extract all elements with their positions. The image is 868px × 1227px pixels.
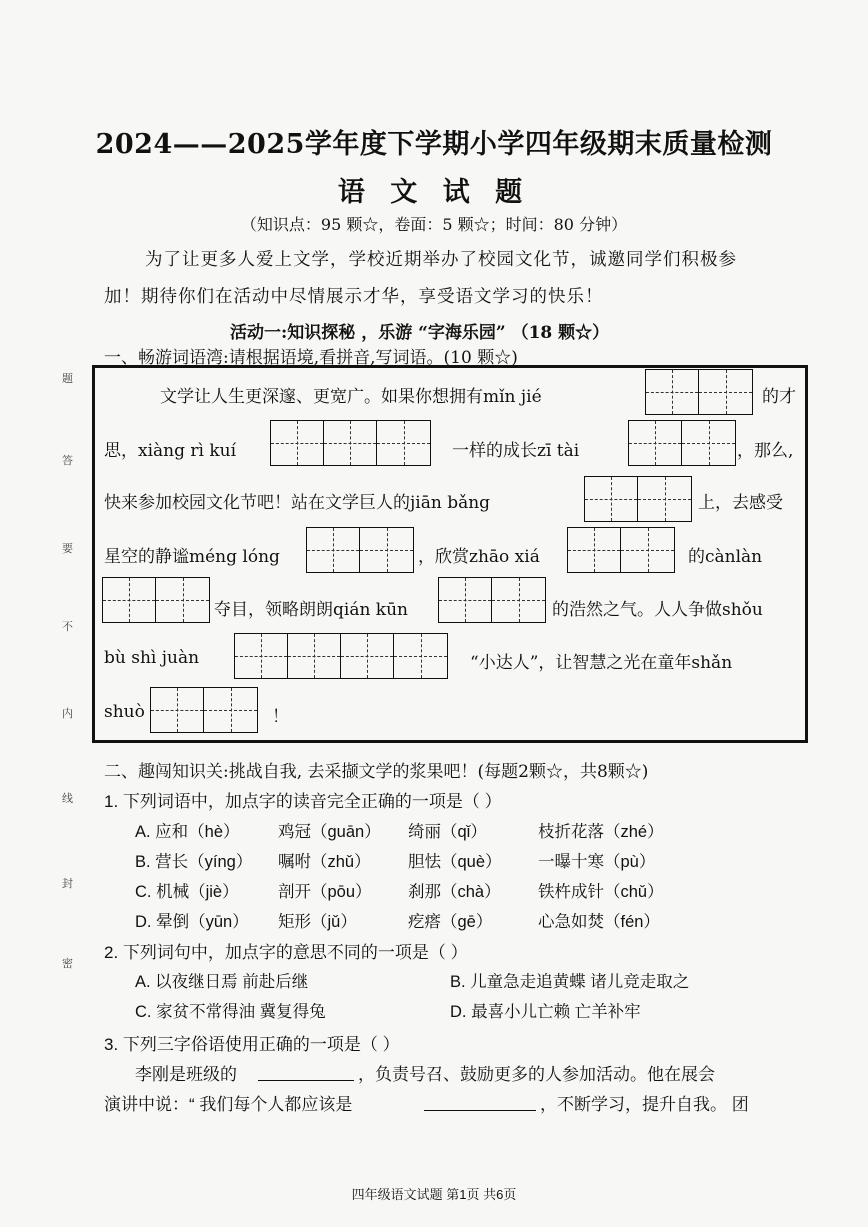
q1-option: 枝折花落（zhé） (538, 823, 664, 841)
subject-title: 语 文 试 题 (337, 177, 531, 208)
q1-option: 胆怯（què） (408, 853, 502, 871)
passage-text: ，欣赏zhāo xiá (418, 547, 540, 567)
q3-text: 演讲中说：“ 我们每个人都应该是 (104, 1095, 353, 1114)
question-1-stem: 1. 下列词语中，加点字的读音完全正确的一项是（ ） (104, 792, 502, 811)
passage-text: bù shì juàn (104, 648, 200, 668)
answer-grid[interactable] (628, 420, 736, 466)
margin-char: 不 (62, 620, 73, 633)
margin-char: 内 (62, 707, 73, 720)
q1-option: 心急如焚（fén） (538, 913, 660, 931)
passage-text: “小达人”，让智慧之光在童年shǎn (470, 653, 733, 673)
q1-option[interactable]: B. 营长（yíng） (135, 853, 253, 871)
q3-text: ，负责号召、鼓励更多的人参加活动。他在展会 (358, 1065, 715, 1084)
passage-text: 的浩然之气。人人争做shǒu (552, 600, 763, 620)
intro-line-1: 为了让更多人爱上文学，学校近期举办了校园文化节，诚邀同学们积极参 (145, 250, 737, 270)
question-3-stem: 3. 下列三字俗语使用正确的一项是（ ） (104, 1035, 400, 1054)
question-2-stem: 2. 下列词句中，加点字的意思不同的一项是（ ） (104, 943, 468, 962)
passage-text: 的cànlàn (688, 547, 763, 567)
q1-option: 鸡冠（guān） (278, 823, 381, 841)
q1-option: 矩形（jǔ） (278, 913, 357, 931)
exam-title: 2024——2025学年度下学期小学四年级期末质量检测 (95, 129, 773, 160)
answer-grid[interactable] (150, 687, 258, 733)
activity-heading: 活动一:知识探秘 ，乐游 “字海乐园” （18 颗☆） (230, 323, 610, 343)
answer-grid[interactable] (270, 420, 431, 466)
answer-grid[interactable] (102, 577, 210, 623)
q1-option: 疙瘩（gē） (408, 913, 493, 931)
q1-option[interactable]: C. 机械（jiè） (135, 883, 239, 901)
passage-text: 快来参加校园文化节吧！站在文学巨人的jiān bǎng (104, 493, 491, 513)
q1-option: 嘱咐（zhǔ） (278, 853, 371, 871)
q1-option: 一曝十寒（pù） (538, 853, 656, 871)
q1-option: 剖开（pōu） (278, 883, 372, 901)
section-2-title: 二、趣闯知识关:挑战自我, 去采撷文学的浆果吧！(每题2颗☆，共8颗☆) (104, 762, 649, 782)
section-1-title: 一、畅游词语湾:请根据语境,看拼音,写词语。(10 颗☆) (104, 348, 518, 368)
margin-char: 线 (62, 792, 73, 805)
passage-text: 一样的成长zī tài (452, 441, 580, 461)
q3-blank-1[interactable] (258, 1060, 354, 1081)
answer-grid[interactable] (234, 633, 448, 679)
passage-text: shuò (104, 702, 145, 722)
q2-option-b[interactable]: B. 儿童急走追黄蝶 诸儿竞走取之 (450, 973, 690, 991)
intro-line-2: 加！期待你们在活动中尽情展示才华，享受语文学习的快乐！ (104, 287, 604, 307)
passage-text: 思，xiàng rì kuí (104, 441, 237, 461)
q1-option: 绮丽（qǐ） (408, 823, 487, 841)
answer-grid[interactable] (584, 476, 692, 522)
q2-option-d[interactable]: D. 最喜小儿亡赖 亡羊补牢 (450, 1003, 641, 1021)
answer-grid[interactable] (567, 527, 675, 573)
q1-option: 刹那（chà） (408, 883, 501, 901)
page-footer: 四年级语文试题 第1页 共6页 (351, 1187, 517, 1202)
answer-grid[interactable] (645, 369, 753, 415)
answer-grid[interactable] (306, 527, 414, 573)
q1-option: 铁杵成针（chǔ） (538, 883, 664, 901)
passage-text: 文学让人生更深邃、更宽广。如果你想拥有mǐn jié (160, 387, 542, 407)
margin-char: 要 (62, 542, 73, 555)
q3-text: ，不断学习，提升自我。 团 (540, 1095, 749, 1114)
passage-text: 上，去感受 (698, 493, 783, 513)
q2-option-a[interactable]: A. 以夜继日焉 前赴后继 (135, 973, 309, 991)
passage-text: 夺目，领略朗朗qián kūn (214, 600, 409, 620)
margin-char: 封 (62, 877, 73, 890)
exam-meta: （知识点：95 颗☆，卷面：5 颗☆；时间：80 分钟） (240, 215, 628, 234)
margin-char: 密 (62, 957, 73, 970)
margin-char: 题 (62, 372, 73, 385)
answer-grid[interactable] (438, 577, 546, 623)
q2-option-c[interactable]: C. 家贫不常得油 冀复得兔 (135, 1003, 326, 1021)
margin-char: 答 (62, 454, 73, 467)
passage-text: ！ (272, 707, 289, 727)
passage-text: 星空的静谧méng lóng (104, 547, 280, 567)
q1-option[interactable]: A. 应和（hè） (135, 823, 240, 841)
passage-text: 的才 (762, 387, 796, 407)
q3-blank-2[interactable] (424, 1090, 536, 1111)
q3-text: 李刚是班级的 (135, 1065, 237, 1084)
passage-text: ，那么, (737, 441, 794, 461)
q1-option[interactable]: D. 晕倒（yūn） (135, 913, 249, 931)
